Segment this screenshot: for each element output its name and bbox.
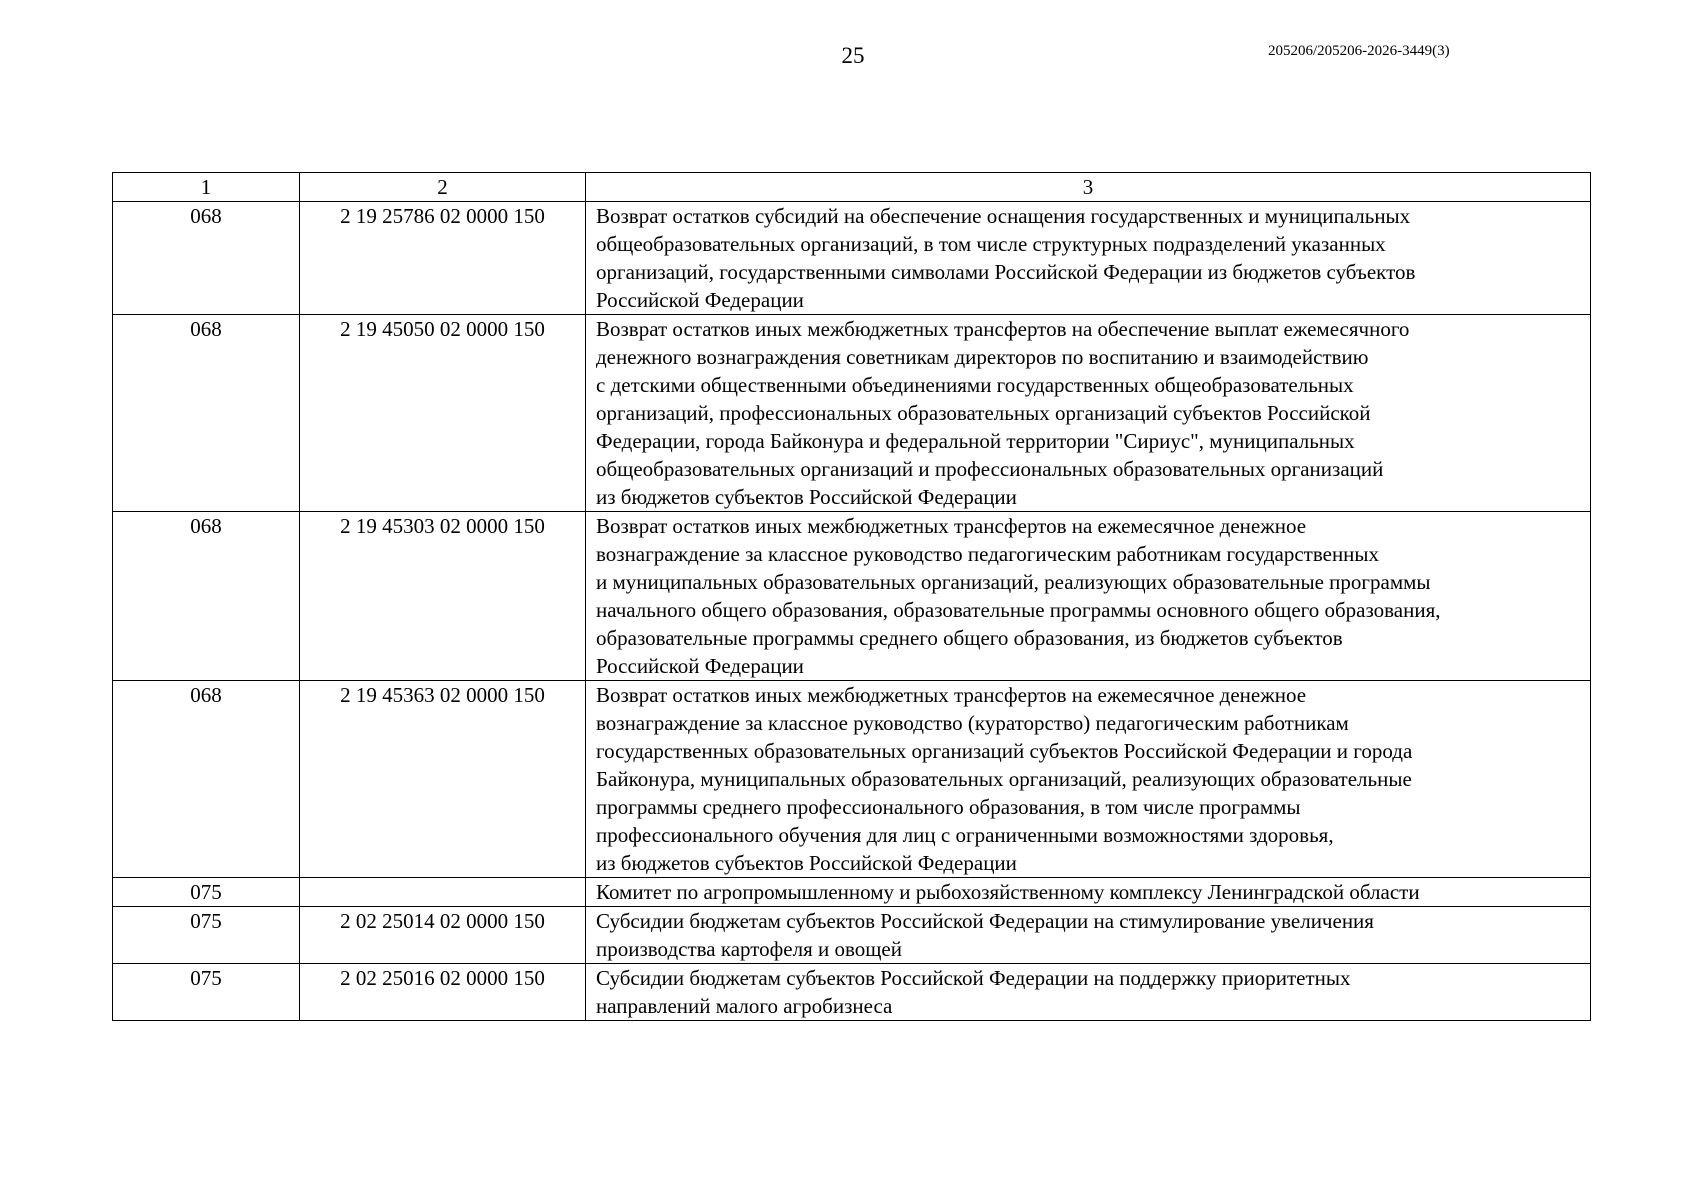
description-line: из бюджетов субъектов Российской Федерации [596,485,1017,509]
document-id: 205206/205206-2026-3449(3) [1268,43,1450,59]
description-line: Возврат остатков иных межбюджетных трансфертов на обеспечение выплат ежемесячного [596,317,1410,341]
description-cell [586,681,1591,878]
admin-code-cell: 075 [113,964,300,1021]
column-header-2: 2 [300,173,586,202]
description-line: Возврат остатков иных межбюджетных трансфертов на ежемесячное денежное [596,514,1307,538]
description-line: общеобразовательных организаций и профессиональных образовательных организаций [596,457,1384,481]
description-line: организаций, профессиональных образовательных организаций субъектов Российской [596,401,1371,425]
description-line: Байконура, муниципальных образовательных организаций, реализующих образовательные [596,767,1412,791]
description-line: образовательные программы среднего общего образования, из бюджетов субъектов [596,626,1343,650]
description-line: вознаграждение за классное руководство (кураторство) педагогическим работникам [596,711,1349,735]
description-line: программы среднего профессионального образования, в том числе программы [596,795,1301,819]
description-cell [586,878,1591,907]
admin-code-cell: 068 [113,512,300,681]
column-header-1: 1 [113,173,300,202]
income-code-cell: 2 02 25016 02 0000 150 [300,964,586,1021]
income-codes-table [112,172,1591,1021]
description-cell [586,315,1591,512]
table-row [113,512,1591,681]
description-line: денежного вознаграждения советникам директоров по воспитанию и взаимодействию [596,345,1369,369]
table-row [113,681,1591,878]
admin-code-cell: 068 [113,202,300,315]
description-cell [586,512,1591,681]
description-cell [586,964,1591,1021]
description-line: государственных образовательных организаций субъектов Российской Федерации и города [596,739,1413,763]
description-line: Федерации, города Байконура и федеральной территории "Сириус", муниципальных [596,429,1355,453]
page-number: 25 [841,43,865,68]
table-row [113,964,1591,1021]
description-line: Субсидии бюджетам субъектов Российской Федерации на поддержку приоритетных [596,966,1351,990]
description-line: общеобразовательных организаций, в том числе структурных подразделений указанных [596,232,1386,256]
income-code-cell: 2 19 45363 02 0000 150 [300,681,586,878]
income-code-cell: 2 19 25786 02 0000 150 [300,202,586,315]
description-line: Субсидии бюджетам субъектов Российской Федерации на стимулирование увеличения [596,909,1374,933]
description-cell [586,202,1591,315]
description-line: Возврат остатков субсидий на обеспечение оснащения государственных и муниципальных [596,204,1411,228]
table-row [113,907,1591,964]
description-line: и муниципальных образовательных организаций, реализующих образовательные программы [596,570,1431,594]
admin-code-cell: 068 [113,681,300,878]
description-line: профессионального обучения для лиц с ограниченными возможностями здоровья, [596,823,1334,847]
description-line: Российской Федерации [596,288,804,312]
admin-code-cell: 075 [113,878,300,907]
column-header-3: 3 [586,173,1591,202]
table-row [113,878,1591,907]
description-line: направлений малого агробизнеса [596,994,893,1018]
table-row [113,202,1591,315]
description-line: с детскими общественными объединениями государственных общеобразовательных [596,373,1354,397]
income-code-cell: 2 19 45303 02 0000 150 [300,512,586,681]
description-line: вознаграждение за классное руководство педагогическим работникам государственных [596,542,1380,566]
table-body [113,173,1591,1021]
income-code-cell: 2 02 25014 02 0000 150 [300,907,586,964]
admin-code-cell: 075 [113,907,300,964]
income-code-cell [300,878,586,907]
table-header-row [113,173,1591,202]
description-line: из бюджетов субъектов Российской Федерации [596,851,1017,875]
description-cell [586,907,1591,964]
table-row [113,315,1591,512]
description-line: Комитет по агропромышленному и рыбохозяйственному комплексу Ленинградской области [596,880,1420,904]
description-line: организаций, государственными символами Российской Федерации из бюджетов субъектов [596,260,1416,284]
description-line: Российской Федерации [596,654,804,678]
description-line: производства картофеля и овощей [596,937,902,961]
admin-code-cell: 068 [113,315,300,512]
description-line: Возврат остатков иных межбюджетных трансфертов на ежемесячное денежное [596,683,1307,707]
income-code-cell: 2 19 45050 02 0000 150 [300,315,586,512]
description-line: начального общего образования, образовательные программы основного общего образования, [596,598,1441,622]
